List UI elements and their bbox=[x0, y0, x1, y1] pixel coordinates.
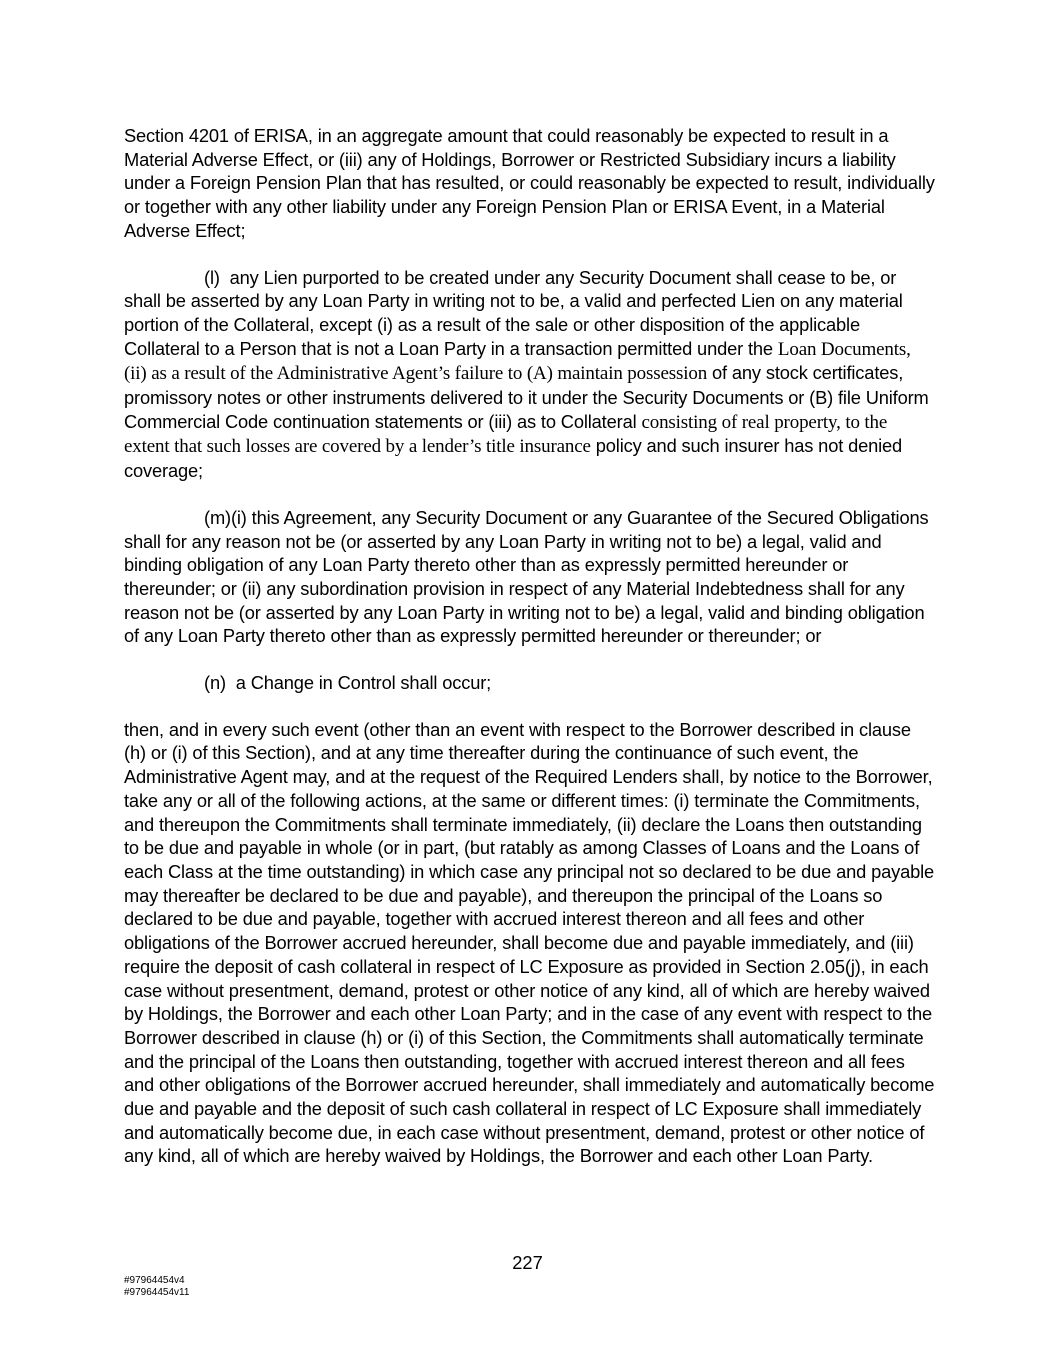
document-ids bbox=[124, 1275, 189, 1299]
paragraph-clause-m: (m)(i) this Agreement, any Security Document or any Guarantee of the Secured Obligations shall for any reason not be (or asserted by any Loan Party in writing not to be) a legal, valid and binding obligation of any Loan Party thereto other than as expressly permitted hereunder or thereunder; or (ii) any subordination provision in respect of any Material Indebtedness shall for any reason not be (or asserted by any Loan Party in writing not to be) a legal, valid and binding obligation of any Loan Party thereto other than as expressly permitted hereunder or thereunder; or bbox=[124, 506, 929, 647]
doc-id-version-4: #97964454v4 bbox=[124, 1275, 185, 1286]
document-body bbox=[124, 124, 936, 1191]
clause-l-text-4: consisting of real property, to the extent that such losses are covered by a lender’s title insurance bbox=[124, 411, 888, 458]
paragraph-clause-l bbox=[124, 266, 936, 483]
paragraph-erisa-continuation: Section 4201 of ERISA, in an aggregate amount that could reasonably be expected to result in a Material Adverse Effect, or (iii) any of Holdings, Borrower or Restricted Subsidiary incurs a liability under a Foreign Pension Plan that has resulted, or could reasonably be expected to result, individually or together with any other liability under any Foreign Pension Plan or ERISA Event, in a Material Adverse Effect; bbox=[124, 125, 935, 241]
clause-l-text-2: Loan Documents, (ii) as a result of the Administrative Agent’s failure to (A) maintain possession bbox=[124, 338, 911, 385]
doc-id-version-11: #97964454v11 bbox=[124, 1287, 190, 1298]
paragraph-remedies: then, and in every such event (other than an event with respect to the Borrower described in clause (h) or (i) of this Section), and at any time thereafter during the continuance of such event, the Administrative Agent may, and at the request of the Required Lenders shall, by notice to the Borrower, take any or all of the following actions, at the same or different times: (i) terminate the Commitments, and thereupon the Commitments shall terminate immediately, (ii) declare the Loans then outstanding to be due and payable in whole (or in part, (but ratably as among Classes of Loans and the Loans of each Class at the time outstanding) in which case any principal not so declared to be due and payable may thereafter be declared to be due and payable), and thereupon the principal of the Loans so declared to be due and payable, together with accrued interest thereon and all fees and other obligations of the Borrower accrued hereunder, shall become due and payable immediately, and (iii) require the deposit of cash collateral in respect of LC Exposure as provided in Section 2.05(j), in each case without presentment, demand, protest or other notice of any kind, all of which are hereby waived by Holdings, the Borrower and each other Loan Party; and in the case of any event with respect to the Borrower described in clause (h) or (i) of this Section, the Commitments shall automatically terminate and the principal of the Loans then outstanding, together with accrued interest thereon and all fees and other obligations of the Borrower accrued hereunder, shall immediately and automatically become due and payable and the deposit of such cash collateral in respect of LC Exposure shall immediately and automatically become due, in each case without presentment, demand, protest or other notice of any kind, all of which are hereby waived by Holdings, the Borrower and each other Loan Party. bbox=[124, 718, 935, 1167]
clause-l-text-3: of any stock certificates, promissory notes or other instruments delivered to it under the Security Documents or (B) file Uniform Commercial Code continuation statements or (iii) as to Collateral bbox=[124, 362, 929, 432]
page-number: 227 bbox=[512, 1252, 543, 1273]
clause-l-text-5: policy and such insurer has not denied coverage; bbox=[124, 435, 903, 482]
paragraph-clause-n: (n) a Change in Control shall occur; bbox=[204, 672, 492, 694]
clause-l-text-1: (l) any Lien purported to be created under any Security Document shall cease to be, or shall be asserted by any Loan Party in writing not to be, a valid and perfected Lien on any material portion of the Collateral, except (i) as a result of the sale or other disposition of the applicable Collateral to a Person that is not a Loan Party in a transaction permitted under the bbox=[124, 266, 903, 359]
